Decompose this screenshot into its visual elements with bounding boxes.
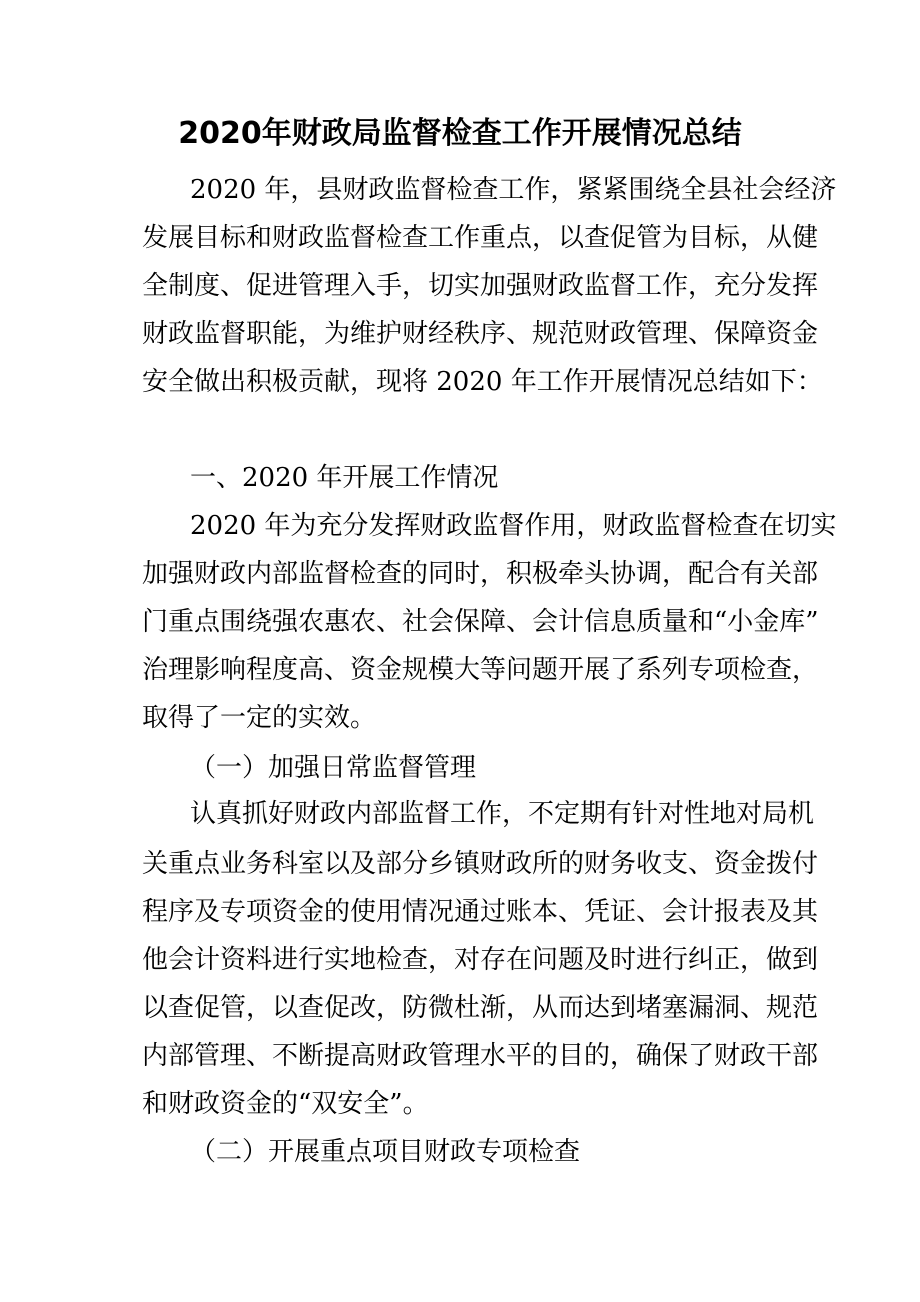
paragraph-line: 认真抓好财政内部监督工作，不定期有针对性地对局机: [190, 799, 815, 829]
paragraph-line: 关重点业务科室以及部分乡镇财政所的财务收支、资金拨付: [142, 849, 819, 879]
document-title: 2020年财政局监督检查工作开展情况总结: [178, 116, 742, 151]
paragraph-line: 财政监督职能，为维护财经秩序、规范财政管理、保障资金: [142, 319, 819, 349]
paragraph-line: 2020 年为充分发挥财政监督作用，财政监督检查在切实: [190, 511, 837, 541]
paragraph-line: 取得了一定的实效。: [142, 703, 377, 733]
paragraph-line: 发展目标和财政监督检查工作重点，以查促管为目标，从健: [142, 223, 819, 253]
paragraph-line: 治理影响程度高、资金规模大等问题开展了系列专项检查，: [142, 655, 819, 685]
subsection-heading: （一）加强日常监督管理: [190, 753, 477, 783]
paragraph-line: 安全做出积极贡献，现将 2020 年工作开展情况总结如下：: [142, 367, 823, 397]
paragraph-line: 和财政资金的“双安全”。: [142, 1089, 429, 1119]
paragraph-line: 全制度、促进管理入手，切实加强财政监督工作，充分发挥: [142, 271, 819, 301]
section-heading: 一、2020 年开展工作情况: [190, 463, 499, 493]
paragraph-line: 门重点围绕强农惠农、社会保障、会计信息质量和“小金库”: [142, 607, 819, 637]
paragraph-line: 2020 年，县财政监督检查工作，紧紧围绕全县社会经济: [190, 175, 837, 205]
paragraph-line: 程序及专项资金的使用情况通过账本、凭证、会计报表及其: [142, 897, 819, 927]
paragraph-line: 内部管理、不断提高财政管理水平的目的，确保了财政干部: [142, 1041, 819, 1071]
paragraph-line: 以查促管，以查促改，防微杜渐，从而达到堵塞漏洞、规范: [142, 993, 819, 1023]
paragraph-line: 加强财政内部监督检查的同时，积极牵头协调，配合有关部: [142, 559, 819, 589]
paragraph-line: 他会计资料进行实地检查，对存在问题及时进行纠正，做到: [142, 945, 819, 975]
subsection-heading: （二）开展重点项目财政专项检查: [190, 1137, 581, 1167]
